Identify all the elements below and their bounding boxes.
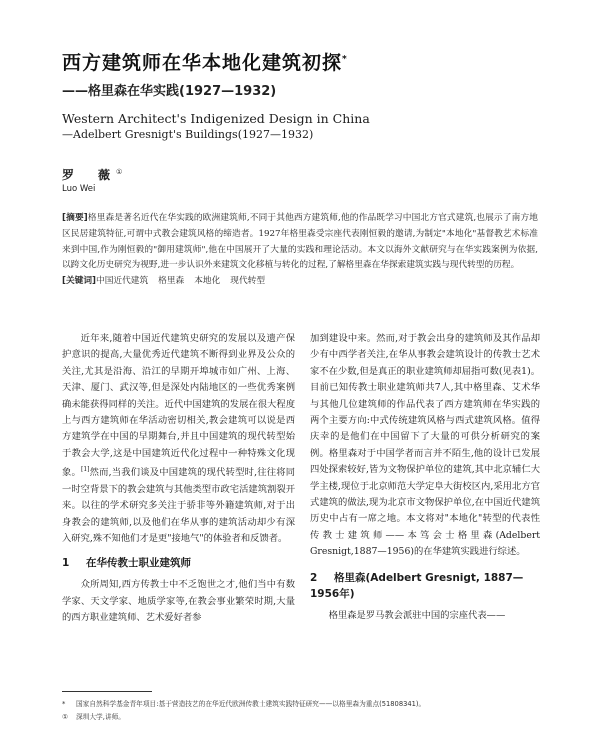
english-subtitle: —Adelbert Gresnigt's Buildings(1927—1932) [62, 128, 314, 141]
paper-title: 西方建筑师在华本地化建筑初探* [62, 52, 348, 74]
english-title: Western Architect's Indigenized Design in China [62, 111, 370, 126]
abstract-paragraph [62, 211, 538, 274]
author-name-chinese: 罗 薇① [62, 168, 123, 182]
author-name-english: Luo Wei [62, 184, 96, 194]
section-2-paragraph: 格里森是罗马教会派驻中国的宗座代表—— [328, 609, 506, 621]
keyword: 格里森 [158, 276, 185, 287]
keywords-label: [关键词] [62, 276, 97, 287]
author-footnote-mark: ① [116, 168, 123, 176]
section-2-heading: 2 格里森(Adelbert Gresnigt, 1887—1956年) [310, 571, 524, 600]
keyword: 现代转型 [230, 276, 266, 287]
section-1-paragraph: 众所周知,西方传教士中不乏饱世之才,他们当中有数学家、天文学家、地质学家等,在教会事业繁荣时期,大量的西方职业建筑师、艺术爱好者参 [62, 579, 295, 624]
section-1-heading: 1 在华传教士职业建筑师 [62, 557, 191, 570]
paper-subtitle: ——格里森在华实践(1927—1932) [62, 84, 277, 99]
intro-paragraph: 近年来,随着中国近代建筑史研究的发展以及遗产保护意识的提高,大量优秀近代建筑不断得到业界及公众的关注,尤其是沿海、沿江的早期开埠城市如广州、上海、天津、厦门、武汉等,但是深处内陆地区的一些优秀案例确未能获得同样的关注。近代中国建筑的发展在很大程度上与西方建筑师在华活动密切相关,教会建筑可以说是西方建筑学在中国的早期舞台,并且中国建筑的现代转型始于教会大学,这是中国建筑近代化过程中一种特殊文化现象。[1]然而,当我们谈及中国建筑的现代转型时,往往将同一时空背景下的教会建筑与其他类型市政宅活建筑割裂开来。以往的学术研究多关注于骄非等外籍建筑师,对于出身教会的建筑师,以及他们在华从事的建筑活动却少有深入研究,殊不知他们才是更"接地气"的体验者和反馈者。 [62, 333, 295, 544]
footnote-author: ① 深圳大学,讲师。 [62, 713, 125, 721]
title-footnote-mark: * [342, 54, 348, 65]
left-column [62, 331, 295, 627]
footnote-funding: * 国家自然科学基金青年项目:基于营造技艺的在华近代欧洲传教士建筑实践特征研究——以格里森为重点(51808341)。 [62, 700, 426, 708]
keyword: 本地化 [194, 276, 221, 287]
keywords-line [62, 274, 538, 290]
footnote-divider [62, 691, 152, 692]
abstract-block [62, 211, 538, 290]
keyword: 中国近代建筑 [96, 276, 149, 287]
right-column [310, 331, 540, 624]
citation-ref: [1] [80, 466, 90, 474]
abstract-text: 格里森是著名近代在华实践的欧洲建筑师,不同于其他西方建筑师,他的作品既学习中国北方官式建筑,也展示了南方地区民居建筑特征,可谓中式教会建筑风格的缔造者。1927年格里森受宗座代表刚恒毅的邀请,为制定"本地化"基督教艺术标准来到中国,作为刚恒毅的"御用建筑师",他在中国展开了大量的实践和理论活动。本文以海外文献研究与在华实践案例为依据,以跨文化历史研究为视野,进一步认识外来建筑文化移植与转化的过程,了解格里森在华探索建筑实践与现代转型的历程。 [62, 213, 538, 271]
abstract-label: [摘要] [62, 213, 88, 223]
continued-paragraph: 加到建设中来。然而,对于教会出身的建筑师及其作品却少有中西学者关注,在华从事教会建筑设计的传教士艺术家不在少数,但是真正的职业建筑师却屈指可数(见表1)。目前已知传教士职业建筑师共7人,其中格里森、艾术华与其他几位建筑师的作品代表了西方建筑师在华实践的两个主要方向:中式传统建筑风格与西式建筑风格。值得庆幸的是他们在中国留下了大量的可供分析研究的案例。格里森对于中国学者而言并不陌生,他的设计已发展四处探索较好,皆为文物保护单位的建筑,其中北京辅仁大学主楼,现位于北京师范大学定阜大街校区内,采用北方官式建筑的做法,现为北京市文物保护单位,在中国近代建筑历史中占有一席之地。本文将对"本地化"转型的代表性传教士建筑师——本笃会士格里森(Adelbert Gresnigt,1887—1956)的在华建筑实践进行综述。 [310, 333, 540, 558]
